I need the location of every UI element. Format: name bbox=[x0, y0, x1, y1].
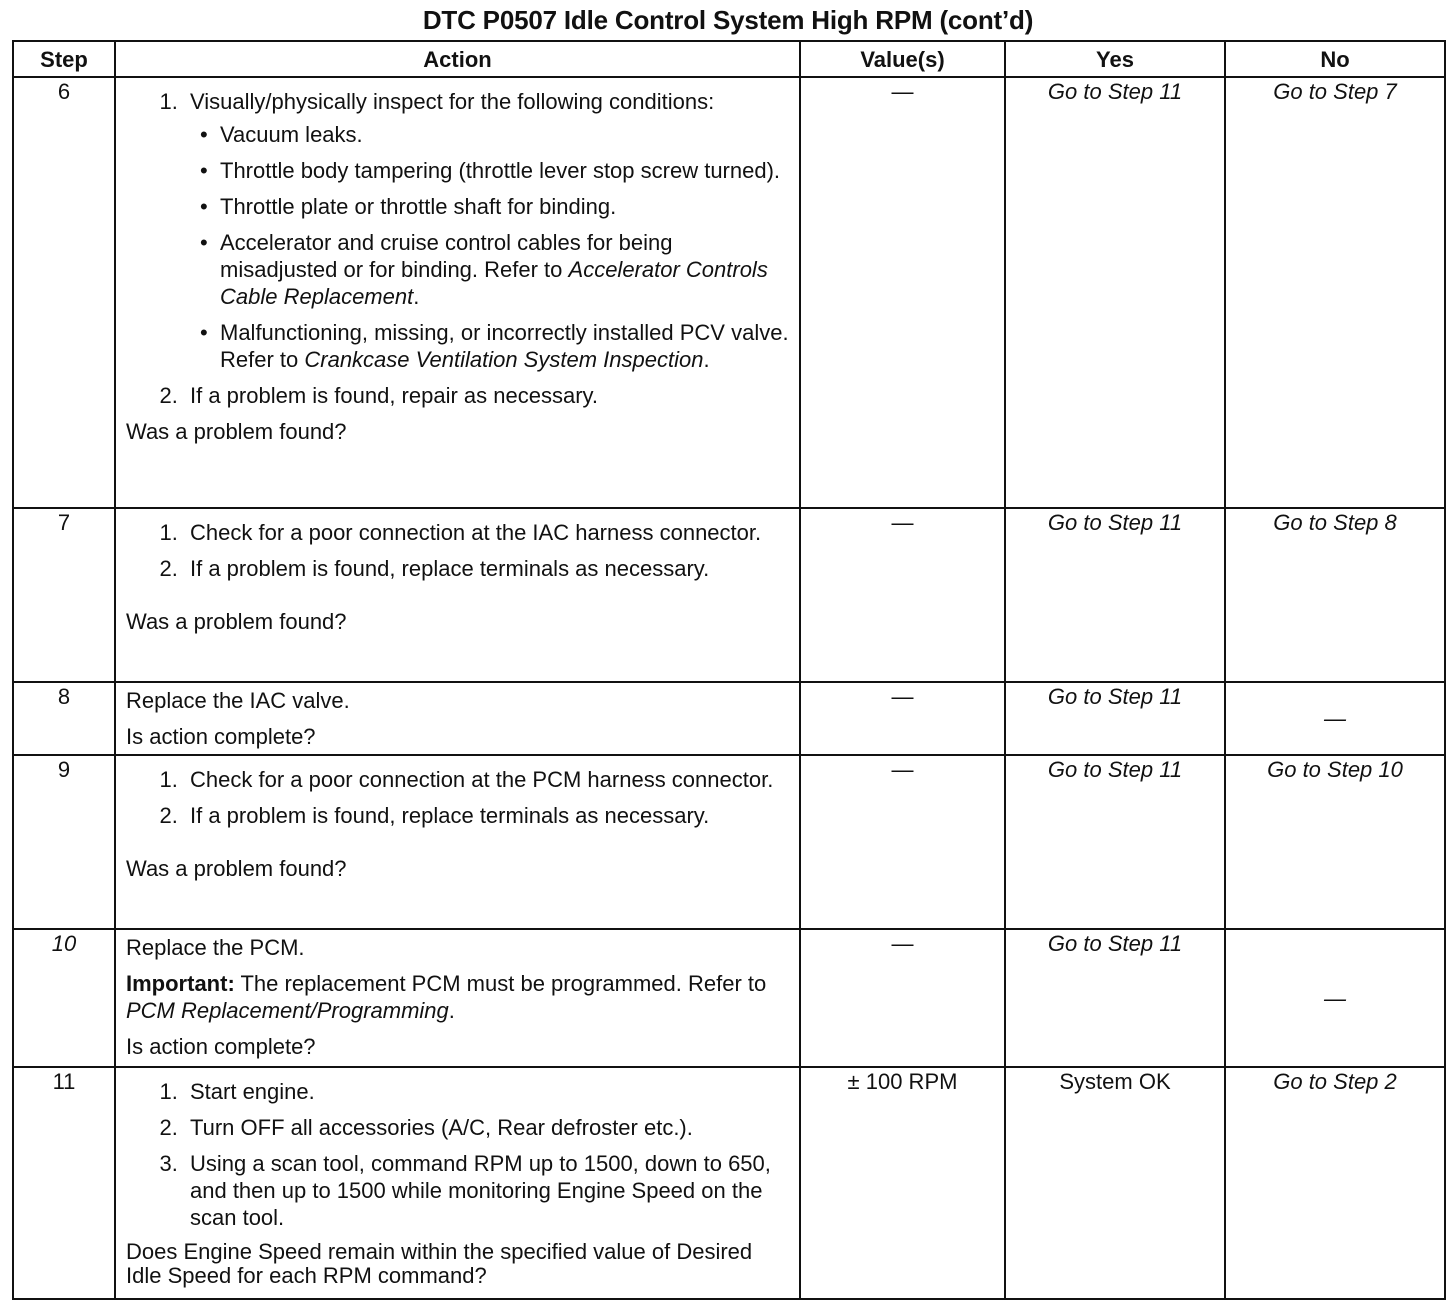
question: Was a problem found? bbox=[126, 856, 347, 881]
no-cell: — bbox=[1225, 682, 1445, 755]
header-step: Step bbox=[13, 41, 115, 77]
no-cell: Go to Step 2 bbox=[1225, 1067, 1445, 1299]
bullet-item: • Accelerator and cruise control cables for being misadjusted or for binding. Refer to Accelerator Controls Cable Replacement. bbox=[220, 229, 791, 310]
value-cell: — bbox=[800, 755, 1005, 929]
question: Was a problem found? bbox=[126, 419, 347, 444]
important-note: Important: The replacement PCM must be programmed. Refer to PCM Replacement/Programming. bbox=[126, 971, 767, 1023]
action-item: 2. Turn OFF all accessories (A/C, Rear defroster etc.). bbox=[184, 1114, 791, 1141]
table-row bbox=[13, 682, 1445, 755]
reference-link: PCM Replacement/Programming bbox=[126, 998, 449, 1023]
action-cell bbox=[115, 77, 800, 508]
action-item: 2. If a problem is found, repair as necessary. bbox=[184, 382, 791, 409]
action-line: Replace the PCM. bbox=[126, 935, 305, 960]
action-cell bbox=[115, 508, 800, 682]
question: Was a problem found? bbox=[126, 609, 347, 634]
yes-cell: Go to Step 11 bbox=[1005, 755, 1225, 929]
action-item: 3. Using a scan tool, command RPM up to 1500, down to 650, and then up to 1500 while monitoring Engine Speed on the scan tool. bbox=[184, 1150, 791, 1231]
step-number: 7 bbox=[13, 508, 115, 682]
bullet-item: • Malfunctioning, missing, or incorrectly installed PCV valve. Refer to Crankcase Ventilation System Inspection. bbox=[220, 319, 791, 373]
value-cell: — bbox=[800, 929, 1005, 1067]
table-row bbox=[13, 77, 1445, 508]
table-row bbox=[13, 755, 1445, 929]
action-cell bbox=[115, 1067, 800, 1299]
action-item: 2. If a problem is found, replace terminals as necessary. bbox=[184, 802, 791, 829]
value-cell: — bbox=[800, 682, 1005, 755]
yes-cell: System OK bbox=[1005, 1067, 1225, 1299]
header-action: Action bbox=[115, 41, 800, 77]
yes-cell: Go to Step 11 bbox=[1005, 929, 1225, 1067]
no-cell: Go to Step 7 bbox=[1225, 77, 1445, 508]
header-row bbox=[13, 41, 1445, 77]
page-title: DTC P0507 Idle Control System High RPM (cont’d) bbox=[422, 5, 1034, 35]
action-cell bbox=[115, 755, 800, 929]
question: Is action complete? bbox=[126, 1034, 316, 1059]
action-item: 1. Start engine. bbox=[184, 1078, 791, 1105]
yes-cell: Go to Step 11 bbox=[1005, 77, 1225, 508]
action-cell bbox=[115, 682, 800, 755]
value-cell: ± 100 RPM bbox=[800, 1067, 1005, 1299]
step-number: 8 bbox=[13, 682, 115, 755]
action-item: 1. Check for a poor connection at the IAC harness connector. bbox=[184, 519, 791, 546]
header-yes: Yes bbox=[1005, 41, 1225, 77]
no-cell: Go to Step 8 bbox=[1225, 508, 1445, 682]
reference-link: Crankcase Ventilation System Inspection bbox=[304, 347, 704, 372]
no-cell: Go to Step 10 bbox=[1225, 755, 1445, 929]
table-row bbox=[13, 929, 1445, 1067]
question: Is action complete? bbox=[126, 724, 316, 749]
table-row bbox=[13, 1067, 1445, 1299]
yes-cell: Go to Step 11 bbox=[1005, 508, 1225, 682]
action-item: 1. Visually/physically inspect for the following conditions: • Vacuum leaks. • Throttle body tampering (throttle lever stop screw turned). • Throttle plate or throttle shaft for binding. • Accelerator and cruise control cables for being misadjusted or for binding. Refer to Accelerator Controls Cable Replacement. • Malfunctioning, missing, or incorrectly installed PCV valve. Refer to Crankcase Ventilation System Inspection. bbox=[184, 88, 791, 373]
yes-cell: Go to Step 11 bbox=[1005, 682, 1225, 755]
step-number: 11 bbox=[13, 1067, 115, 1299]
bullet-item: • Throttle plate or throttle shaft for binding. bbox=[220, 193, 791, 220]
diagnostic-table bbox=[12, 40, 1446, 1300]
reference-link: Accelerator Controls Cable Replacement bbox=[220, 257, 768, 309]
action-item: 1. Check for a poor connection at the PCM harness connector. bbox=[184, 766, 791, 793]
step-number: 6 bbox=[13, 77, 115, 508]
step-number: 9 bbox=[13, 755, 115, 929]
action-item: 2. If a problem is found, replace terminals as necessary. bbox=[184, 555, 791, 582]
value-cell: — bbox=[800, 508, 1005, 682]
action-cell bbox=[115, 929, 800, 1067]
header-values: Value(s) bbox=[800, 41, 1005, 77]
value-cell: — bbox=[800, 77, 1005, 508]
step-number: 10 bbox=[13, 929, 115, 1067]
question: Does Engine Speed remain within the specified value of Desired Idle Speed for each RPM command? bbox=[126, 1239, 753, 1288]
bullet-item: • Throttle body tampering (throttle lever stop screw turned). bbox=[220, 157, 791, 184]
table-row bbox=[13, 508, 1445, 682]
action-line: Replace the IAC valve. bbox=[126, 688, 350, 713]
bullet-item: • Vacuum leaks. bbox=[220, 121, 791, 148]
header-no: No bbox=[1225, 41, 1445, 77]
no-cell: — bbox=[1225, 929, 1445, 1067]
